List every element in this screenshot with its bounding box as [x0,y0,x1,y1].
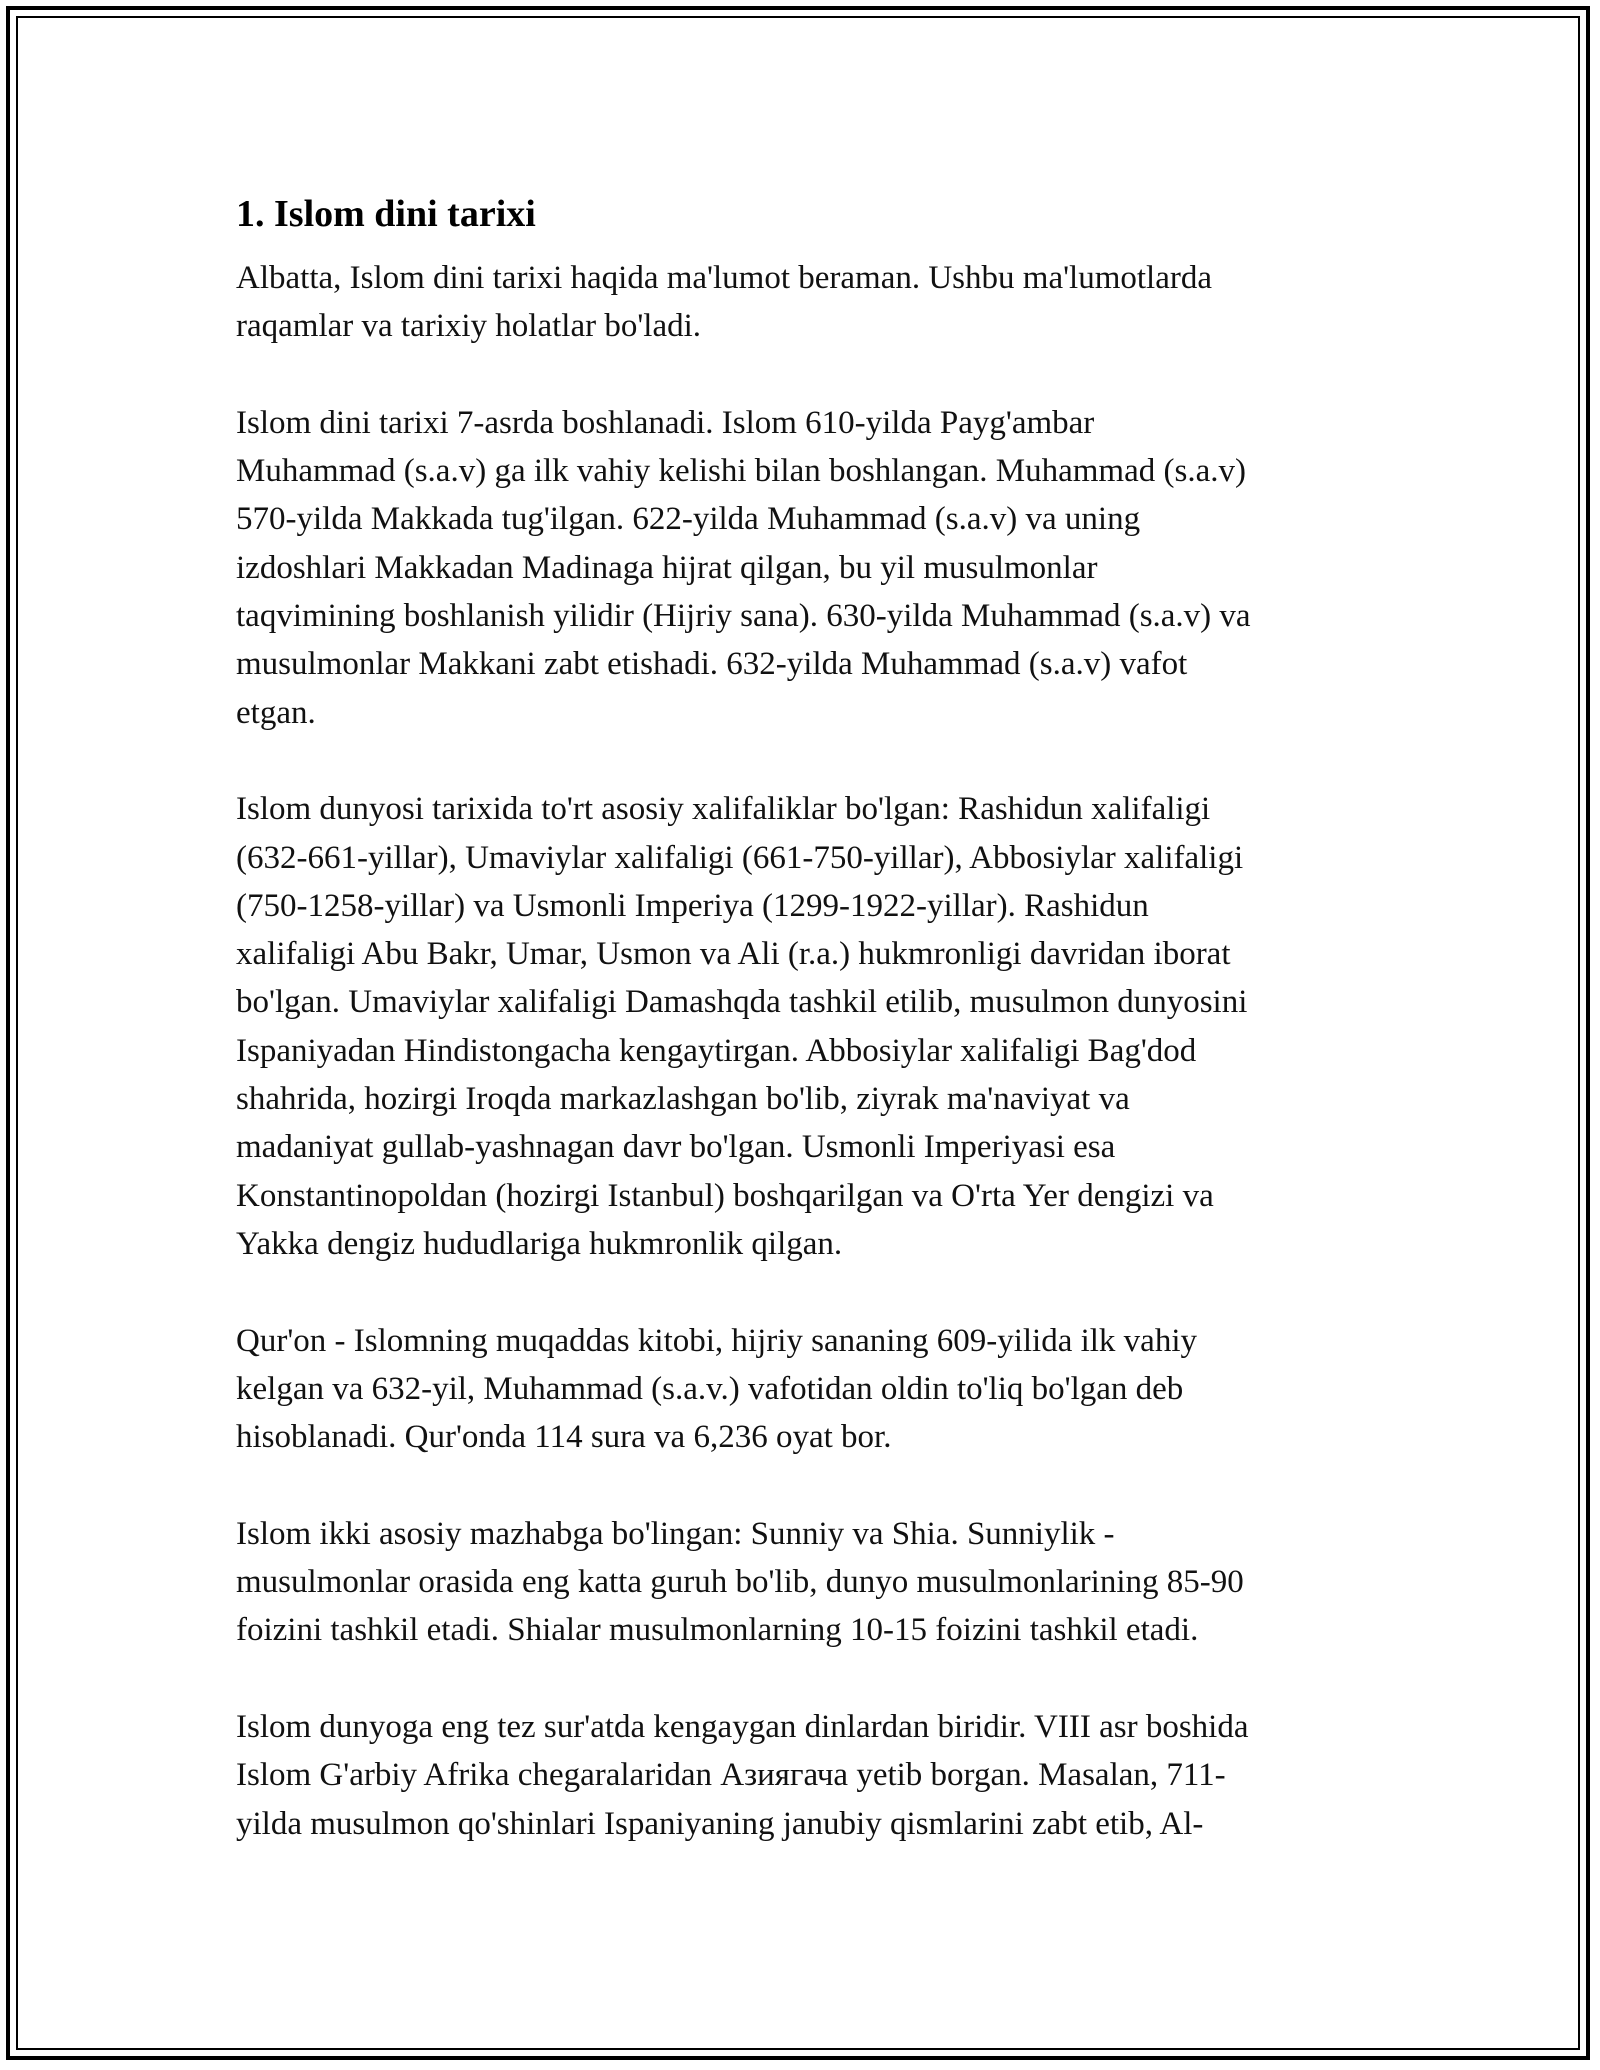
paragraph-branches: Islom ikki asosiy mazhabga bo'lingan: Sunniy va Shia. Sunniylik - musulmonlar orasida eng katta guruh bo'lib, dunyo musulmonlarining 85-90 foizini tashkil etadi. Shialar musulmonlarning 10-15 foizini tashkil etadi. [236,1515,1244,1649]
paragraph-intro: Albatta, Islom dini tarixi haqida ma'lumot beraman. Ushbu ma'lumotlarda raqamlar va tarixiy holatlar bo'ladi. [236,260,1212,345]
paragraph-quran: Qur'on - Islomning muqaddas kitobi, hijriy sananing 609-yilida ilk vahiy kelgan va 632-yil, Muhammad (s.a.v.) vafotidan oldin to'liq bo'lgan deb hisoblanadi. Qur'onda 114 sura va 6,236 oyat bor. [236,1322,1197,1456]
paragraph-beginnings: Islom dini tarixi 7-asrda boshlanadi. Islom 610-yilda Payg'ambar Muhammad (s.a.v) ga ilk vahiy kelishi bilan boshlangan. Muhammad (s.a.v) 570-yilda Makkada tug'ilgan. 622-yilda Muhammad (s.a.v) va uning izdoshlari Makkadan Madinaga hijrat qilgan, bu yil musulmonlar taqvimining boshlanish yilidir (Hijriy sana). 630-yilda Muhammad (s.a.v) va musulmonlar Makkani zabt etishadi. 632-yilda Muhammad (s.a.v) vafot etgan. [236,404,1251,731]
document-body [236,186,1366,1896]
section-heading: 1. Islom dini tarixi [236,193,536,235]
paragraph-caliphates: Islom dunyosi tarixida to'rt asosiy xalifaliklar bo'lgan: Rashidun xalifaligi (632-661-yillar), Umaviylar xalifaligi (661-750-yillar), Abbosiylar xalifaligi (750-1258-yillar) va Usmonli Imperiya (1299-1922-yillar). Rashidun xalifaligi Abu Bakr, Umar, Usmon va Ali (r.a.) hukmronligi davridan iborat bo'lgan. Umaviylar xalifaligi Damashqda tashkil etilib, musulmon dunyosini Ispaniyadan Hindistongacha kengaytirgan. Abbosiylar xalifaligi Bag'dod shahrida, hozirgi Iroqda markazlashgan bo'lib, ziyrak ma'naviyat va madaniyat gullab-yashnagan davr bo'lgan. Usmonli Imperiyasi esa Konstantinopoldan (hozirgi Istanbul) boshqarilgan va O'rta Yer dengizi va Yakka dengiz hududlariga hukmronlik qilgan. [236,791,1248,1262]
paragraph-expansion: Islom dunyoga eng tez sur'atda kengaygan dinlardan biridir. VIII asr boshida Islom G'arbiy Afrika chegaralaridan Азиягача yetib borgan. Masalan, 711- yilda musulmon qo'shinlari Ispaniyaning janubiy qismlarini zabt etib, Al- [236,1708,1249,1842]
